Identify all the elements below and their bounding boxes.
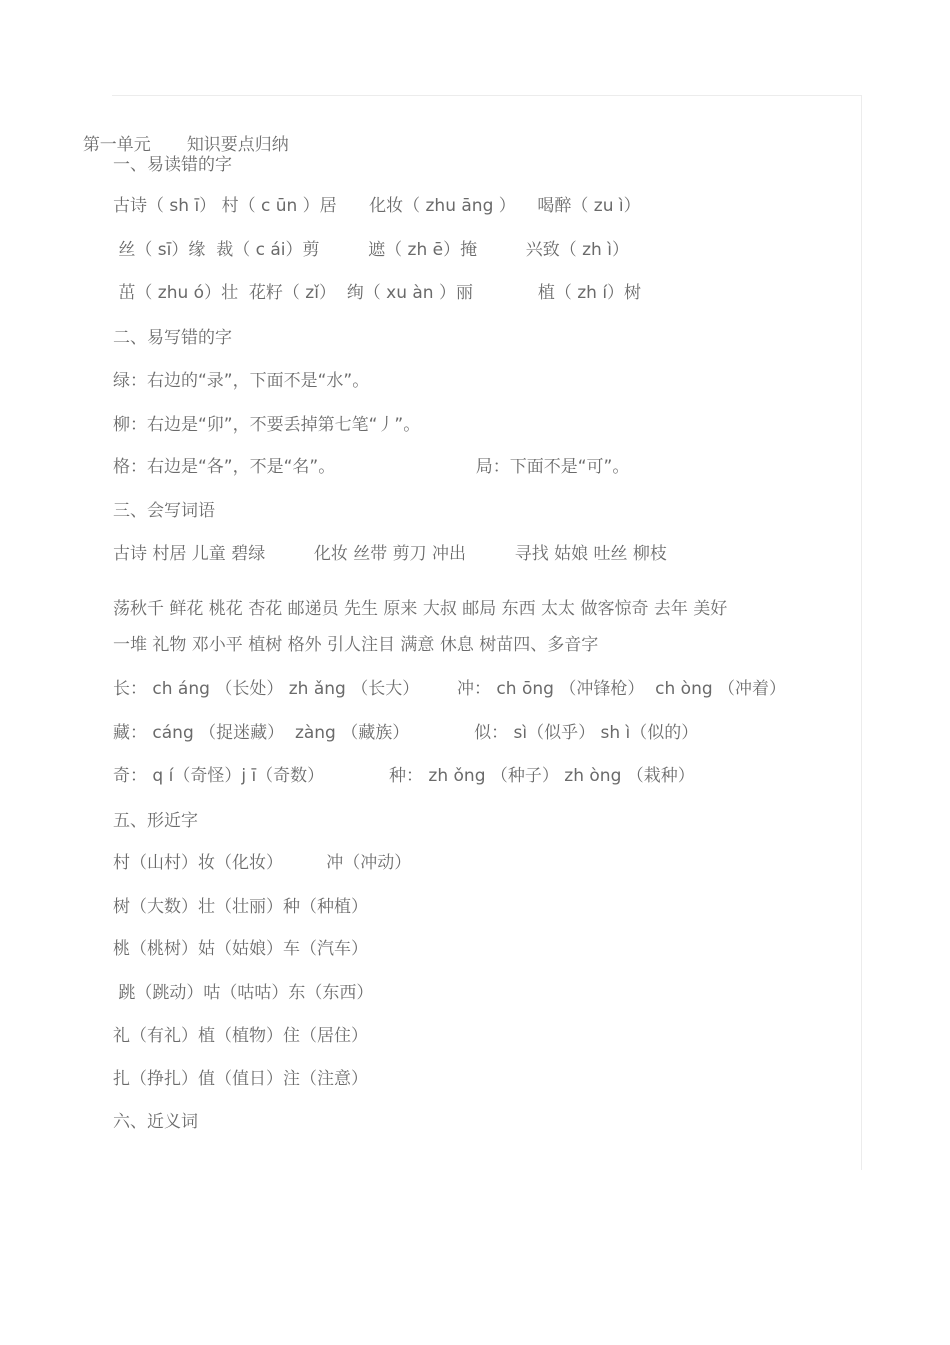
- content-line: 桃（桃树）姑（姑娘）车（汽车）: [113, 939, 368, 959]
- page-title: [72, 112, 289, 156]
- section-heading-misread: 一、易读错的字: [113, 155, 232, 175]
- section-heading-similar: 五、形近字: [113, 811, 198, 831]
- content-line: 一堆 礼物 邓小平 植树 格外 引人注目 满意 休息 树苗四、多音字: [113, 635, 599, 655]
- content-line: 古诗（ sh ī） 村（ c ūn ）居 化妆（ zhu āng ） 喝醉（ zu ì）: [113, 196, 641, 216]
- content-line: 礼（有礼）植（植物）住（居住）: [113, 1026, 368, 1046]
- topic-label: 知识要点归纳: [186, 135, 289, 155]
- section-heading-words: 三、会写词语: [113, 501, 215, 521]
- content-line: 茁（ zhu ó）壮 花籽（ zǐ） 绚（ xu àn ）丽 植（ zh í）树: [113, 283, 642, 303]
- section-heading-synonyms: 六、近义词: [113, 1112, 198, 1132]
- content-line: 丝（ sī）缘 裁（ c ái）剪 遮（ zh ē）掩 兴致（ zh ì）: [113, 240, 629, 260]
- content-line: 长： ch áng （长处） zh ǎng （长大） 冲： ch ōng （冲锋枪） ch òng （冲着）: [113, 679, 787, 699]
- content-line: 格：右边是“各”，不是“名”。 局：下面不是“可”。: [113, 457, 630, 477]
- content-line: 村（山村）妆（化妆） 冲（冲动）: [113, 853, 412, 873]
- content-line: 藏： cáng （捉迷藏） zàng （藏族） 似： sì（似乎） sh ì（似的）: [113, 723, 699, 743]
- section-heading-miswrite: 二、易写错的字: [113, 328, 232, 348]
- page-frame-top: [112, 95, 862, 96]
- content-line: 古诗 村居 儿童 碧绿 化妆 丝带 剪刀 冲出 寻找 姑娘 吐丝 柳枝: [113, 544, 667, 564]
- content-line: 绿：右边的“录”，下面不是“水”。: [113, 371, 370, 391]
- content-line: 扎（挣扎）值（值日）注（注意）: [113, 1069, 368, 1089]
- content-line: 柳：右边是“卯”，不要丢掉第七笔“丿”。: [113, 415, 421, 435]
- content-line: 跳（跳动）咕（咕咕）东（东西）: [113, 983, 374, 1003]
- content-line: 荡秋千 鲜花 桃花 杏花 邮递员 先生 原来 大叔 邮局 东西 太太 做客惊奇 去年 美好: [113, 599, 728, 619]
- page-frame-right: [861, 95, 862, 1170]
- content-line: 奇： q í（奇怪）j ī（奇数） 种： zh ǒng （种子） zh òng （栽种）: [113, 766, 695, 786]
- content-line: 树（大数）壮（壮丽）种（种植）: [113, 897, 368, 917]
- unit-label: 第一单元: [82, 135, 151, 155]
